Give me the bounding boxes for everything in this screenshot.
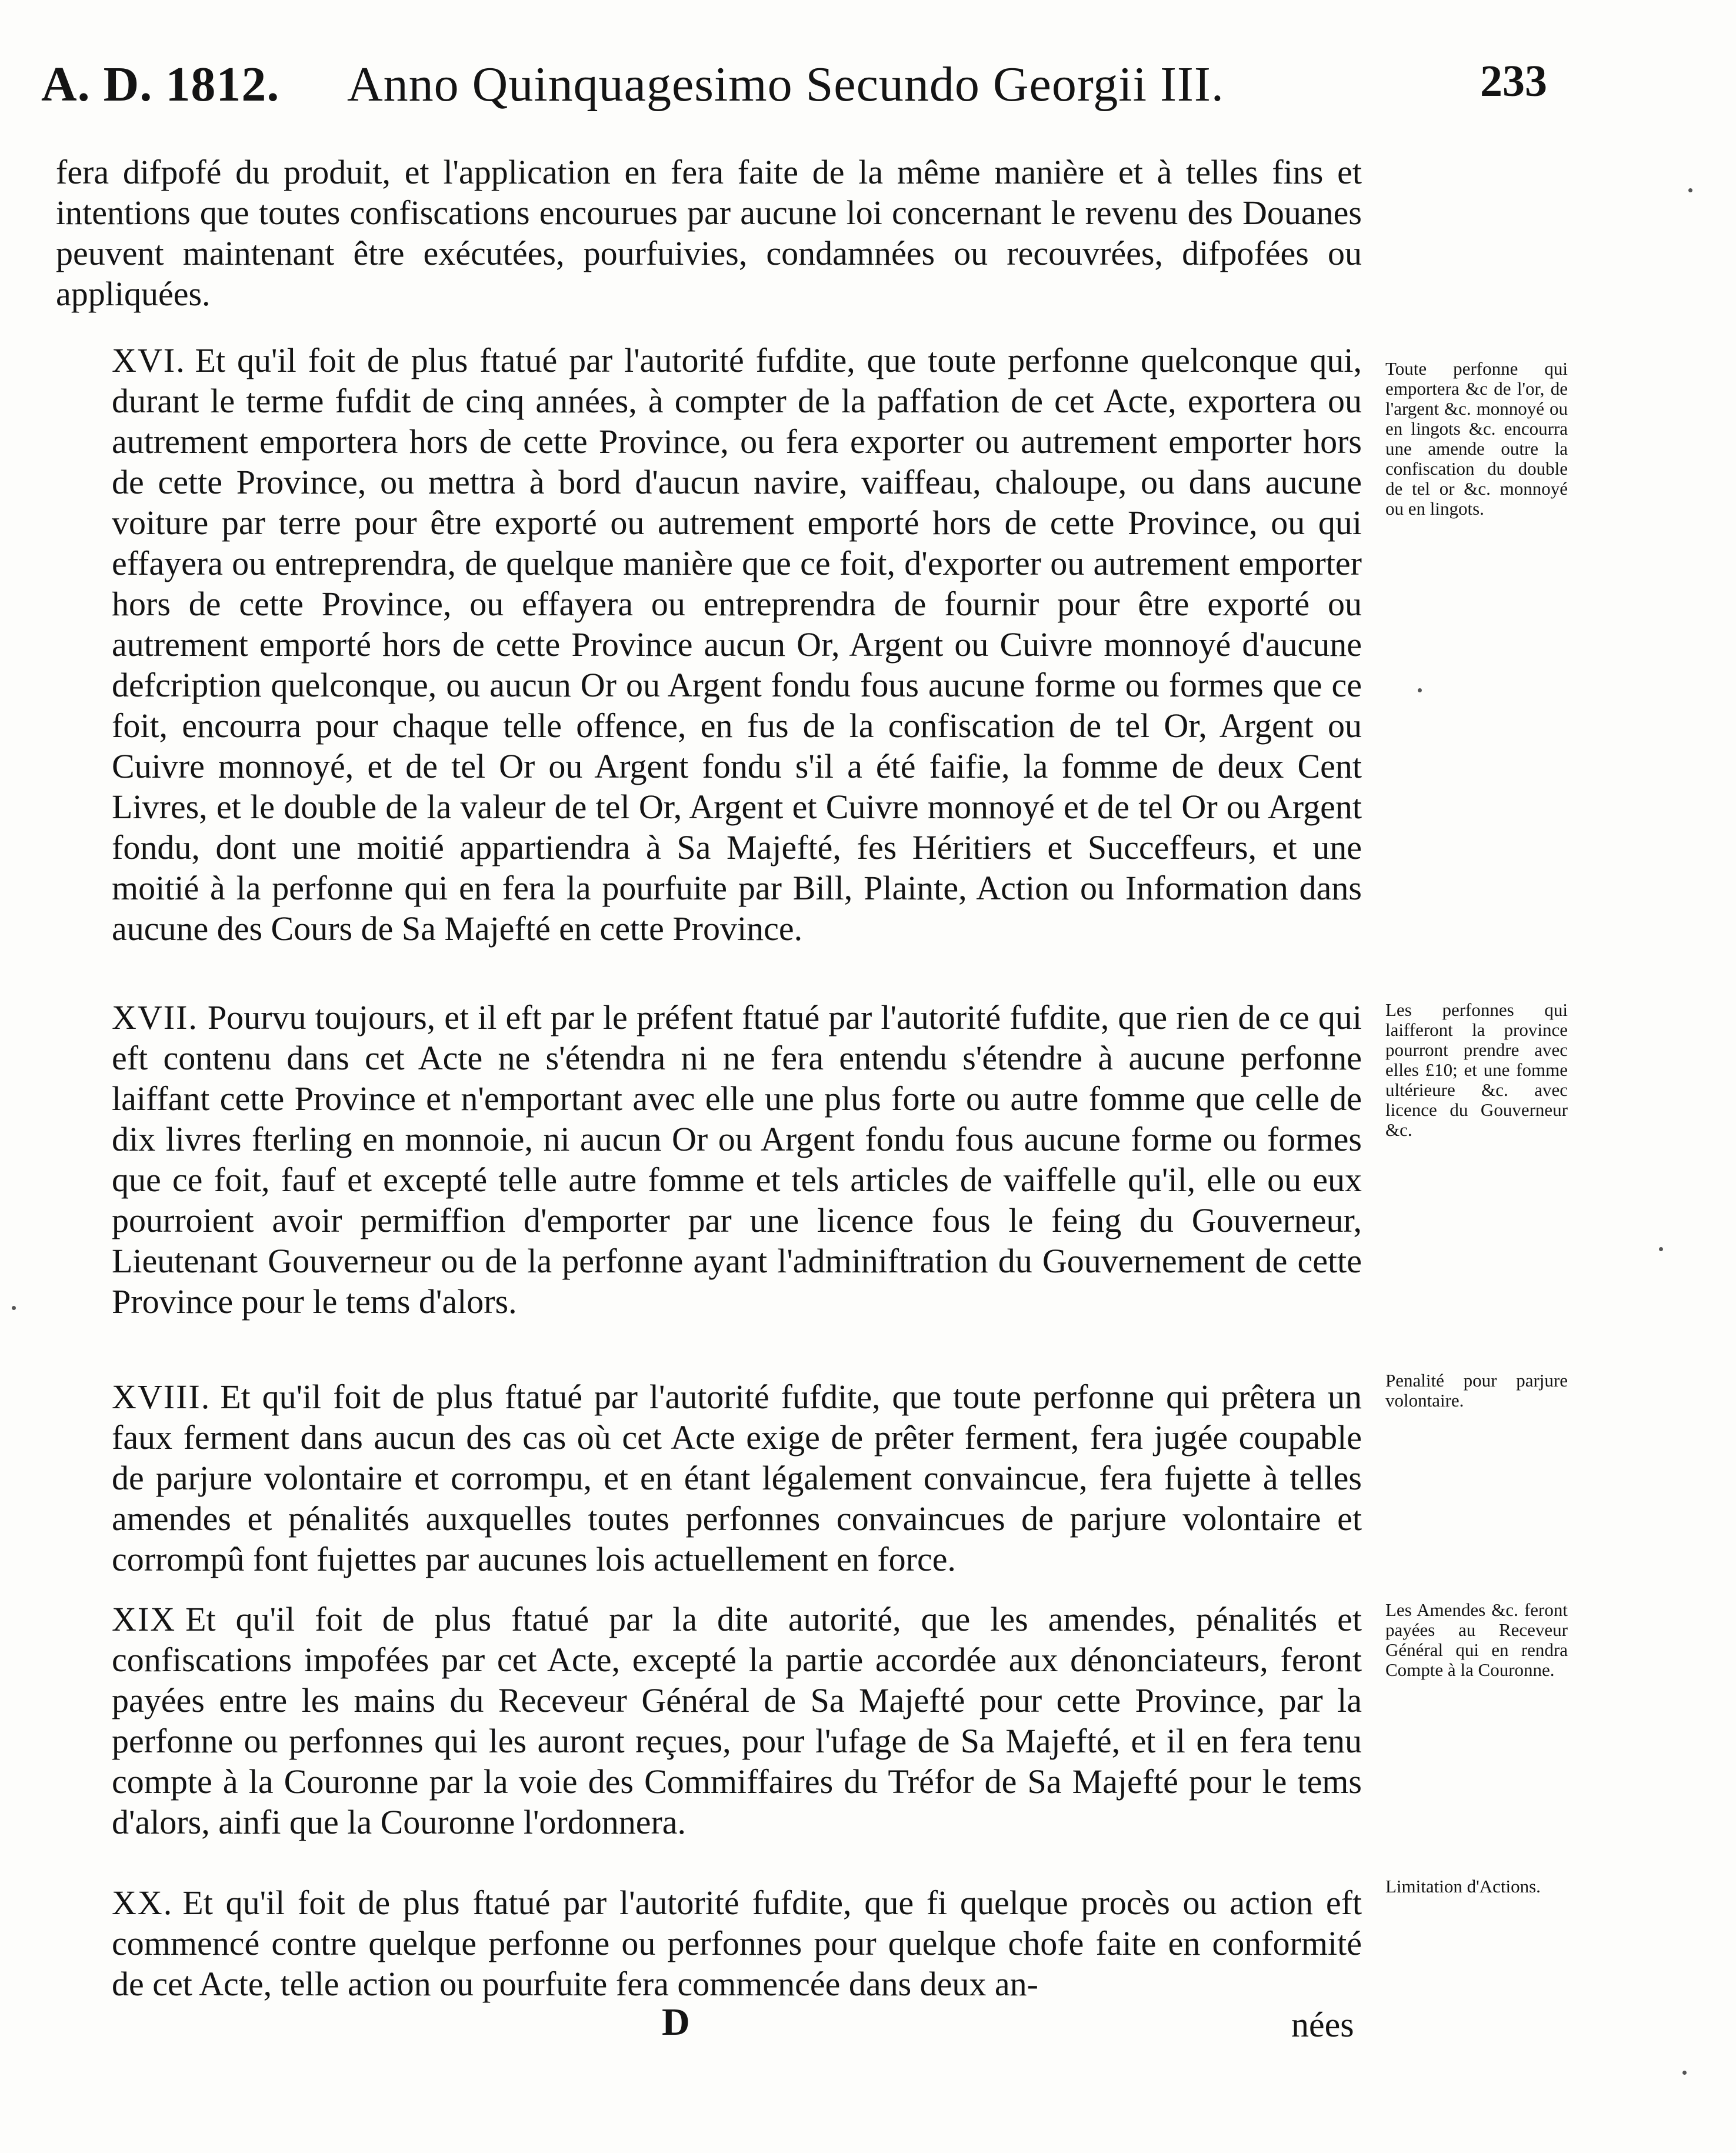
- margin-note-xix: Les Amendes &c. feront payées au Receveur Général qui en rendra Compte à la Couronne.: [1385, 1599, 1568, 1680]
- lead-paragraph-block: [56, 152, 1362, 314]
- header-year: A. D. 1812.: [41, 57, 280, 112]
- section-xvi: [56, 340, 1362, 949]
- signature-mark: D: [662, 2001, 690, 2044]
- section-text: Pourvu toujours, et il eft par le préfent ftatué par l'autorité fufdite, que rien de ce qui eft contenu dans cet Acte ne s'étendra ni ne fera entendu s'étendre à aucune perfonne laiffant cette Province et n'emportant avec elle une plus forte ou autre fomme que celle de dix livres fterling en monnoie, ni aucun Or ou Argent fondu fous aucune forme ou formes que ce foit, fauf et excepté telle autre fomme et tels articles de vaiffelle qu'il, elle ou eux pourroient avoir permiffion d'emporter par une licence fous le feing du Gouverneur, Lieutenant Gouverneur ou de la perfonne ayant l'adminiftration du Gouvernement de cette Province pour le tems d'alors.: [112, 998, 1362, 1321]
- section-xvii: [56, 997, 1362, 1322]
- print-speck: [1418, 688, 1422, 692]
- section-number: XVIII.: [112, 1378, 211, 1416]
- margin-note-xvii: Les perfonnes qui laifferont la province pourront prendre avec elles £10; et une fomme ultérieure &c. avec licence du Gouverneur &c.: [1385, 999, 1568, 1140]
- margin-note-xviii: Penalité pour parjure volontaire.: [1385, 1370, 1568, 1411]
- section-number: XX.: [112, 1884, 174, 1922]
- section-text: Et qu'il foit de plus ftatué par la dite autorité, que les amendes, pénalités et confiscations impofées par cet Acte, excepté la partie accordée aux dénonciateurs, feront payées entre les mains du Receveur Général de Sa Majefté pour cette Province, par la perfonne ou perfonnes qui les auront reçues, pour l'ufage de Sa Majefté, et il en fera tenu compte à la Couronne par la voie des Commiffaires du Tréfor de Sa Majefté pour le tems d'alors, ainfi que la Couronne l'ordonnera.: [112, 1600, 1362, 1841]
- section-text: Et qu'il foit de plus ftatué par l'autorité fufdite, que fi quelque procès ou action eft commencé contre quelque perfonne ou perfonnes pour quelque chofe faite en conformité de cet Acte, telle action ou pourfuite fera commencée dans deux an-: [112, 1884, 1362, 2003]
- margin-note-xvi: Toute perfonne qui emportera &c de l'or, de l'argent &c. monnoyé ou en lingots &c. encourra une amende outre la confiscation du double de tel or &c. monnoyé ou en lingots.: [1385, 358, 1568, 519]
- section-number: XIX: [112, 1600, 176, 1638]
- header-title: Anno Quinquagesimo Secundo Georgii III.: [347, 57, 1224, 112]
- print-speck: [1688, 188, 1692, 192]
- section-xix: [56, 1599, 1362, 1842]
- margin-note-xx: Limitation d'Actions.: [1385, 1876, 1541, 1897]
- lead-paragraph: fera difpofé du produit, et l'application en fera faite de la même manière et à telles fins et intentions que toutes confiscations encourues par aucune loi concernant le revenu des Douanes peuvent maintenant être exécutées, pourfuivies, condamnées ou recouvrées, difpofées ou appliquées.: [56, 153, 1362, 313]
- print-speck: [12, 1306, 16, 1310]
- section-text: Et qu'il foit de plus ftatué par l'autorité fufdite, que toute perfonne quelconque qui, durant le terme fufdit de cinq années, à compter de la paffation de cet Acte, exportera ou autrement emportera hors de cette Province, ou fera exporter ou autrement emporter hors de cette Province, ou mettra à bord d'aucun navire, vaiffeau, chaloupe, ou dans aucune voiture par terre pour être exporté ou autrement emporté hors de cette Province, ou qui effayera ou entreprendra, de quelque manière que ce foit, d'exporter ou autrement emporter hors de cette Province, ou effayera ou entreprendra de fournir pour être exporté ou autrement emporté hors de cette Province aucun Or, Argent ou Cuivre monnoyé d'aucune defcription quelconque, ou aucun Or ou Argent fondu fous aucune forme ou formes que ce foit, encourra pour chaque telle offence, en fus de la confiscation de tel Or, Argent ou Cuivre monnoyé, et de tel Or ou Argent fondu s'il a été faifie, la fomme de deux Cent Livres, et le double de la valeur de tel Or, Argent et Cuivre monnoyé et de tel Or ou Argent fondu, dont une moitié appartiendra à Sa Majefté, fes Héritiers et Succeffeurs, et une moitié à la perfonne qui en fera la pourfuite par Bill, Plainte, Action ou Information dans aucune des Cours de Sa Majefté en cette Province.: [112, 341, 1362, 948]
- section-xviii: [56, 1377, 1362, 1579]
- page-header: [41, 56, 1547, 126]
- page-number: 233: [1480, 56, 1547, 106]
- print-speck: [1659, 1247, 1663, 1251]
- print-speck: [1682, 2071, 1687, 2075]
- section-number: XVII.: [112, 998, 198, 1036]
- section-xx: [56, 1882, 1362, 2004]
- section-number: XVI.: [112, 341, 186, 379]
- section-text: Et qu'il foit de plus ftatué par l'autorité fufdite, que toute perfonne qui prêtera un faux ferment dans aucun des cas où cet Acte exige de prêter ferment, fera jugée coupable de parjure volontaire et corrompu, et en étant légalement convaincue, fera fujette à telles amendes et pénalités auxquelles toutes perfonnes convaincues de parjure volontaire et corrompû font fujettes par aucunes lois actuellement en force.: [112, 1378, 1362, 1578]
- catchword: nées: [1291, 2005, 1354, 2044]
